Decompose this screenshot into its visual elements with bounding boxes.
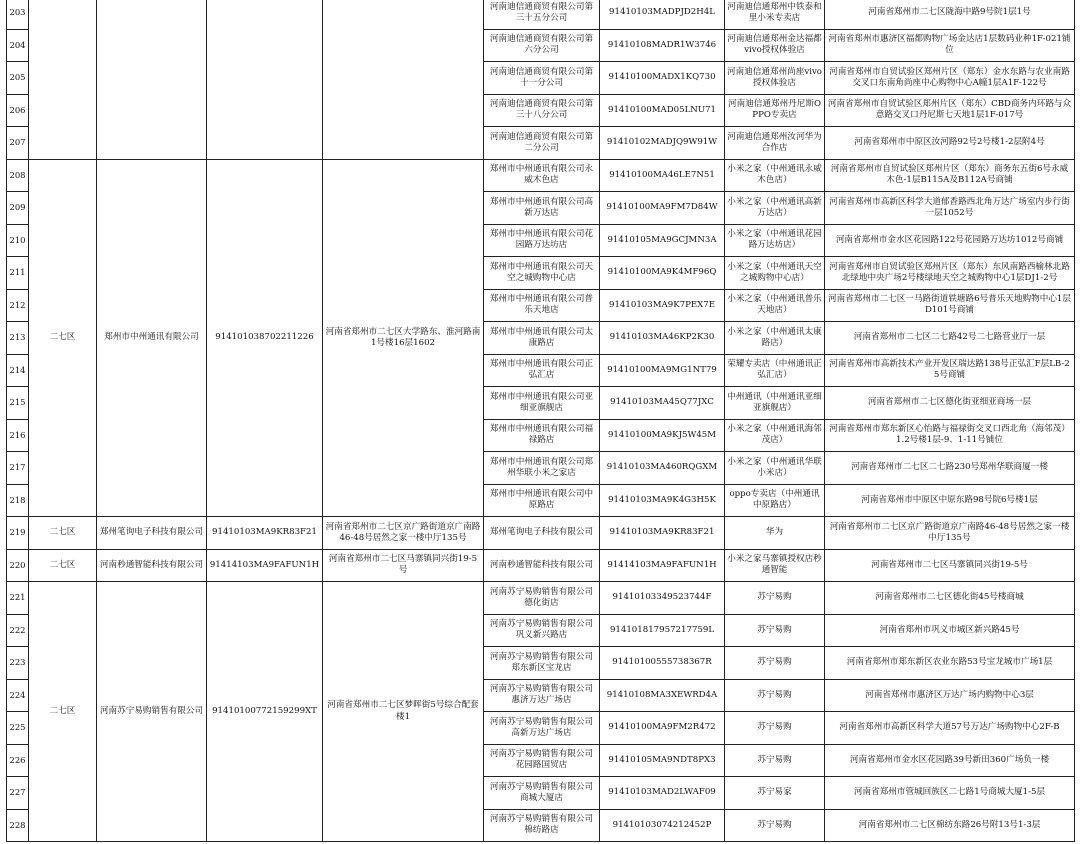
- district-cell: 二七区: [29, 582, 97, 842]
- row-number: 203: [7, 0, 29, 29]
- district-cell: [29, 0, 97, 159]
- store-sign-cell: 苏宁易购: [725, 614, 825, 647]
- store-address-cell: 河南省郑州市中原区中原东路98号院6号楼1层: [825, 484, 1075, 517]
- store-address-cell: 河南省郑州市二七区二七路230号郑州华联商厦一楼: [825, 452, 1075, 485]
- store-sign-cell: 小米之家（中州通讯天空之城购物中心店）: [725, 257, 825, 290]
- store-sign-cell: 小米之家（中州通讯永威木色店）: [725, 159, 825, 192]
- store-address-cell: 河南省郑州市二七区京广路街道京广南路46-48号居然之家一楼中厅135号: [825, 517, 1075, 550]
- row-number: 208: [7, 159, 29, 192]
- row-number: 222: [7, 614, 29, 647]
- store-code-cell: 91414103MA9FAFUN1H: [600, 549, 725, 582]
- store-name-cell: 河南迪信通商贸有限公司第六分公司: [484, 29, 600, 62]
- store-code-cell: 91410100MA9FM2R472: [600, 712, 725, 745]
- store-code-cell: 91410100MA9KJ5W45M: [600, 419, 725, 452]
- store-name-cell: 河南迪信通商贸有限公司第三十五分公司: [484, 0, 600, 29]
- company-address-cell: 河南省郑州市二七区梦晖街5号综合配套楼1: [323, 582, 484, 842]
- company-code-cell: 914101038702211226: [207, 159, 323, 517]
- store-name-cell: 河南迪信通商贸有限公司第二分公司: [484, 127, 600, 160]
- row-number: 206: [7, 94, 29, 127]
- company-code-cell: 91414103MA9FAFUN1H: [207, 549, 323, 582]
- store-address-cell: 河南省郑州市惠济区福都购物广场金达店1层数码业种1F-021铺位: [825, 29, 1075, 62]
- store-code-cell: 91410100MA9FM7D84W: [600, 192, 725, 225]
- store-code-cell: 91410100MADX1KQ730: [600, 62, 725, 95]
- store-sign-cell: 苏宁易购: [725, 744, 825, 777]
- store-address-cell: 河南省郑州市郑东新区心怡路与福禄街交叉口西北角（海邻茂）1.2号楼1层-9、1-11号铺位: [825, 419, 1075, 452]
- row-number: 221: [7, 582, 29, 615]
- company-code-cell: 91410100772159299XT: [207, 582, 323, 842]
- row-number: 212: [7, 289, 29, 322]
- store-code-cell: 91410103349523744F: [600, 582, 725, 615]
- company-address-cell: 河南省郑州市二七区京广路街道京广南路46-48号居然之家一楼中厅135号: [323, 517, 484, 550]
- store-address-cell: 河南省郑州市高新技术产业开发区瑞达路138号正弘汇F层LB-25号商铺: [825, 354, 1075, 387]
- table-row: [7, 582, 1075, 615]
- store-name-cell: 河南秒通智能科技有限公司: [484, 549, 600, 582]
- store-address-cell: 河南省郑州市金水区花园路122号花园路万达坊1012号商铺: [825, 224, 1075, 257]
- store-name-cell: 郑州市中州通讯有限公司永威木色店: [484, 159, 600, 192]
- store-name-cell: 河南苏宁易购销售有限公司高新万达广场店: [484, 712, 600, 745]
- company-name-cell: 郑州市中州通讯有限公司: [97, 159, 207, 517]
- store-sign-cell: 小米之家（中州通讯高新万达店）: [725, 192, 825, 225]
- row-number: 228: [7, 809, 29, 842]
- store-sign-cell: 河南迪信通郑州金达福都vivo授权体验店: [725, 29, 825, 62]
- store-address-cell: 河南省郑州市中原区汝河路92号2号楼1-2层附4号: [825, 127, 1075, 160]
- company-name-cell: [97, 0, 207, 159]
- company-code-cell: 91410103MA9KR83F21: [207, 517, 323, 550]
- store-address-cell: 河南省郑州市二七区棉纺东路26号附13号1-3层: [825, 809, 1075, 842]
- store-address-cell: 河南省郑州市管城回族区二七路1号商城大厦1-5层: [825, 777, 1075, 810]
- table-row: [7, 159, 1075, 192]
- store-name-cell: 郑州市中州通讯有限公司花园路万达坊店: [484, 224, 600, 257]
- store-sign-cell: 中州通讯（中州通讯亚细亚旗舰店）: [725, 387, 825, 420]
- row-number: 225: [7, 712, 29, 745]
- store-name-cell: 河南苏宁易购销售有限公司巩义新兴路店: [484, 614, 600, 647]
- row-number: 224: [7, 679, 29, 712]
- store-sign-cell: 荣耀专卖店（中州通讯正弘汇店）: [725, 354, 825, 387]
- store-name-cell: 郑州市中州通讯有限公司天空之城购物中心店: [484, 257, 600, 290]
- district-cell: 二七区: [29, 549, 97, 582]
- store-name-cell: 郑州市中州通讯有限公司太康路店: [484, 322, 600, 355]
- row-number: 216: [7, 419, 29, 452]
- store-name-cell: 河南苏宁易购销售有限公司花园路国贸店: [484, 744, 600, 777]
- store-code-cell: 91410100555738367R: [600, 647, 725, 680]
- store-sign-cell: 小米之家（中州通讯花园路万达坊店）: [725, 224, 825, 257]
- store-name-cell: 河南苏宁易购销售有限公司郑东新区宝龙店: [484, 647, 600, 680]
- store-name-cell: 郑州市中州通讯有限公司高新万达店: [484, 192, 600, 225]
- row-number: 207: [7, 127, 29, 160]
- store-code-cell: 91410103MA9K4G3H5K: [600, 484, 725, 517]
- store-code-cell: 91410103MA45Q77JXC: [600, 387, 725, 420]
- store-address-cell: 河南省郑州市自贸试验区郑州片区（郑东）商务东五街6号永威木色-1层B115A及B112A号商铺: [825, 159, 1075, 192]
- store-address-cell: 河南省郑州市高新区科学大道郁香路西北角万达广场室内步行街一层1052号: [825, 192, 1075, 225]
- store-address-cell: 河南省郑州市二七区二七路42号二七路营业厅一层: [825, 322, 1075, 355]
- row-number: 209: [7, 192, 29, 225]
- row-number: 218: [7, 484, 29, 517]
- store-name-cell: 河南迪信通商贸有限公司第十一分公司: [484, 62, 600, 95]
- company-name-cell: 郑州笔询电子科技有限公司: [97, 517, 207, 550]
- company-name-cell: 河南秒通智能科技有限公司: [97, 549, 207, 582]
- row-number: 213: [7, 322, 29, 355]
- store-name-cell: 郑州笔询电子科技有限公司: [484, 517, 600, 550]
- row-number: 204: [7, 29, 29, 62]
- district-cell: 二七区: [29, 159, 97, 517]
- store-address-cell: 河南省郑州市二七区陇海中路9号院1层1号: [825, 0, 1075, 29]
- store-code-cell: 91410100MAD05LNU71: [600, 94, 725, 127]
- company-name-cell: 河南苏宁易购销售有限公司: [97, 582, 207, 842]
- store-sign-cell: 河南迪信通郑州汝河华为合作店: [725, 127, 825, 160]
- store-address-cell: 河南省郑州市金水区花园路39号新田360广场负一楼: [825, 744, 1075, 777]
- row-number: 217: [7, 452, 29, 485]
- row-number: 219: [7, 517, 29, 550]
- store-sign-cell: 河南迪信通郑州丹尼斯OPPO专卖店: [725, 94, 825, 127]
- store-code-cell: 91410103MA460RQGXM: [600, 452, 725, 485]
- store-code-cell: 91410100MA9K4MF96Q: [600, 257, 725, 290]
- store-code-cell: 914101817957217759L: [600, 614, 725, 647]
- store-name-cell: 河南迪信通商贸有限公司第三十八分公司: [484, 94, 600, 127]
- store-sign-cell: 小米之家马寨镇授权店秒通智能: [725, 549, 825, 582]
- store-address-cell: 河南省郑州市惠济区万达广场内购物中心3层: [825, 679, 1075, 712]
- store-code-cell: 91410103MA46KP2K30: [600, 322, 725, 355]
- store-sign-cell: 苏宁易购: [725, 712, 825, 745]
- store-name-cell: 河南苏宁易购销售有限公司德化街店: [484, 582, 600, 615]
- store-registry-table: [6, 0, 1075, 842]
- table-body: [7, 0, 1075, 842]
- store-sign-cell: oppo专卖店（中州通讯中原路店）: [725, 484, 825, 517]
- store-name-cell: 河南苏宁易购销售有限公司惠济万达广场店: [484, 679, 600, 712]
- store-name-cell: 河南苏宁易购销售有限公司商城大厦店: [484, 777, 600, 810]
- store-code-cell: 91410108MADR1W3746: [600, 29, 725, 62]
- store-sign-cell: 苏宁易购: [725, 679, 825, 712]
- store-address-cell: 河南省郑州市二七区马寨镇同兴街19-5号: [825, 549, 1075, 582]
- store-name-cell: 郑州市中州通讯有限公司正弘汇店: [484, 354, 600, 387]
- table-row: [7, 517, 1075, 550]
- row-number: 205: [7, 62, 29, 95]
- store-sign-cell: 河南迪信通郑州中铁泰和里小米专卖店: [725, 0, 825, 29]
- store-sign-cell: 小米之家（中州通讯普乐天地店）: [725, 289, 825, 322]
- store-address-cell: 河南省郑州市自贸试验区郑州片区（郑东）东风南路西榆林北路北绿地中央广场2号楼绿地天空之城购物中心1层DJ1-2号: [825, 257, 1075, 290]
- store-sign-cell: 苏宁易购: [725, 647, 825, 680]
- store-sign-cell: 苏宁易家: [725, 777, 825, 810]
- store-sign-cell: 华为: [725, 517, 825, 550]
- store-code-cell: 91410108MA3XEWRD4A: [600, 679, 725, 712]
- store-address-cell: 河南省郑州市郑东新区农业东路53号宝龙城市广场1层: [825, 647, 1075, 680]
- store-code-cell: 91410102MADJQ9W91W: [600, 127, 725, 160]
- store-sign-cell: 河南迪信通郑州尚座vivo授权体验店: [725, 62, 825, 95]
- store-code-cell: 91410103MAD2LWAF09: [600, 777, 725, 810]
- store-code-cell: 91410100MA46LE7N51: [600, 159, 725, 192]
- store-address-cell: 河南省郑州市自贸试验区郑州片区（郑东）金水东路与农业南路交叉口东南角尚座中心购物中心A幢1层A1F-122号: [825, 62, 1075, 95]
- row-number: 227: [7, 777, 29, 810]
- store-sign-cell: 苏宁易购: [725, 809, 825, 842]
- store-sign-cell: 小米之家（中州通讯海邻茂店）: [725, 419, 825, 452]
- store-name-cell: 郑州市中州通讯有限公司亚细亚旗舰店: [484, 387, 600, 420]
- store-address-cell: 河南省郑州市高新区科学大道57号万达广场购物中心2F-B: [825, 712, 1075, 745]
- store-code-cell: 91410103074212452P: [600, 809, 725, 842]
- row-number: 223: [7, 647, 29, 680]
- store-code-cell: 91410100MA9MG1NT79: [600, 354, 725, 387]
- company-address-cell: [323, 0, 484, 159]
- company-address-cell: 河南省郑州市二七区大学路东、淮河路南1号楼16层1602: [323, 159, 484, 517]
- company-address-cell: 河南省郑州市二七区马寨镇同兴街19-5号: [323, 549, 484, 582]
- row-number: 226: [7, 744, 29, 777]
- store-sign-cell: 小米之家（中州通讯华联小米店）: [725, 452, 825, 485]
- store-name-cell: 郑州市中州通讯有限公司中原路店: [484, 484, 600, 517]
- row-number: 215: [7, 387, 29, 420]
- store-address-cell: 河南省郑州市自贸试验区郑州片区（郑东）CBD商务内环路与众意路交叉口丹尼斯七天地1层1F-017号: [825, 94, 1075, 127]
- store-address-cell: 河南省郑州市二七区德化街45号楼商城: [825, 582, 1075, 615]
- store-name-cell: 郑州市中州通讯有限公司郑州华联小米之家店: [484, 452, 600, 485]
- store-sign-cell: 小米之家（中州通讯太康路店）: [725, 322, 825, 355]
- table-row: [7, 0, 1075, 29]
- store-address-cell: 河南省郑州市二七区德化街亚细亚商场一层: [825, 387, 1075, 420]
- district-cell: 二七区: [29, 517, 97, 550]
- store-address-cell: 河南省郑州市二七区一马路街道铁塘路6号普乐天地购物中心1层D101号商铺: [825, 289, 1075, 322]
- store-code-cell: 91410105MA9GCJMN3A: [600, 224, 725, 257]
- row-number: 220: [7, 549, 29, 582]
- store-sign-cell: 苏宁易购: [725, 582, 825, 615]
- store-name-cell: 河南苏宁易购销售有限公司棉纺路店: [484, 809, 600, 842]
- store-code-cell: 91410103MA9K7PEX7E: [600, 289, 725, 322]
- store-code-cell: 91410103MADPJD2H4L: [600, 0, 725, 29]
- row-number: 210: [7, 224, 29, 257]
- store-code-cell: 91410105MA9NDT8PX3: [600, 744, 725, 777]
- store-name-cell: 郑州市中州通讯有限公司福禄路店: [484, 419, 600, 452]
- store-code-cell: 91410103MA9KR83F21: [600, 517, 725, 550]
- company-code-cell: [207, 0, 323, 159]
- store-name-cell: 郑州市中州通讯有限公司普乐天地店: [484, 289, 600, 322]
- table-row: [7, 549, 1075, 582]
- row-number: 214: [7, 354, 29, 387]
- store-address-cell: 河南省郑州市巩义市城区新兴路45号: [825, 614, 1075, 647]
- row-number: 211: [7, 257, 29, 290]
